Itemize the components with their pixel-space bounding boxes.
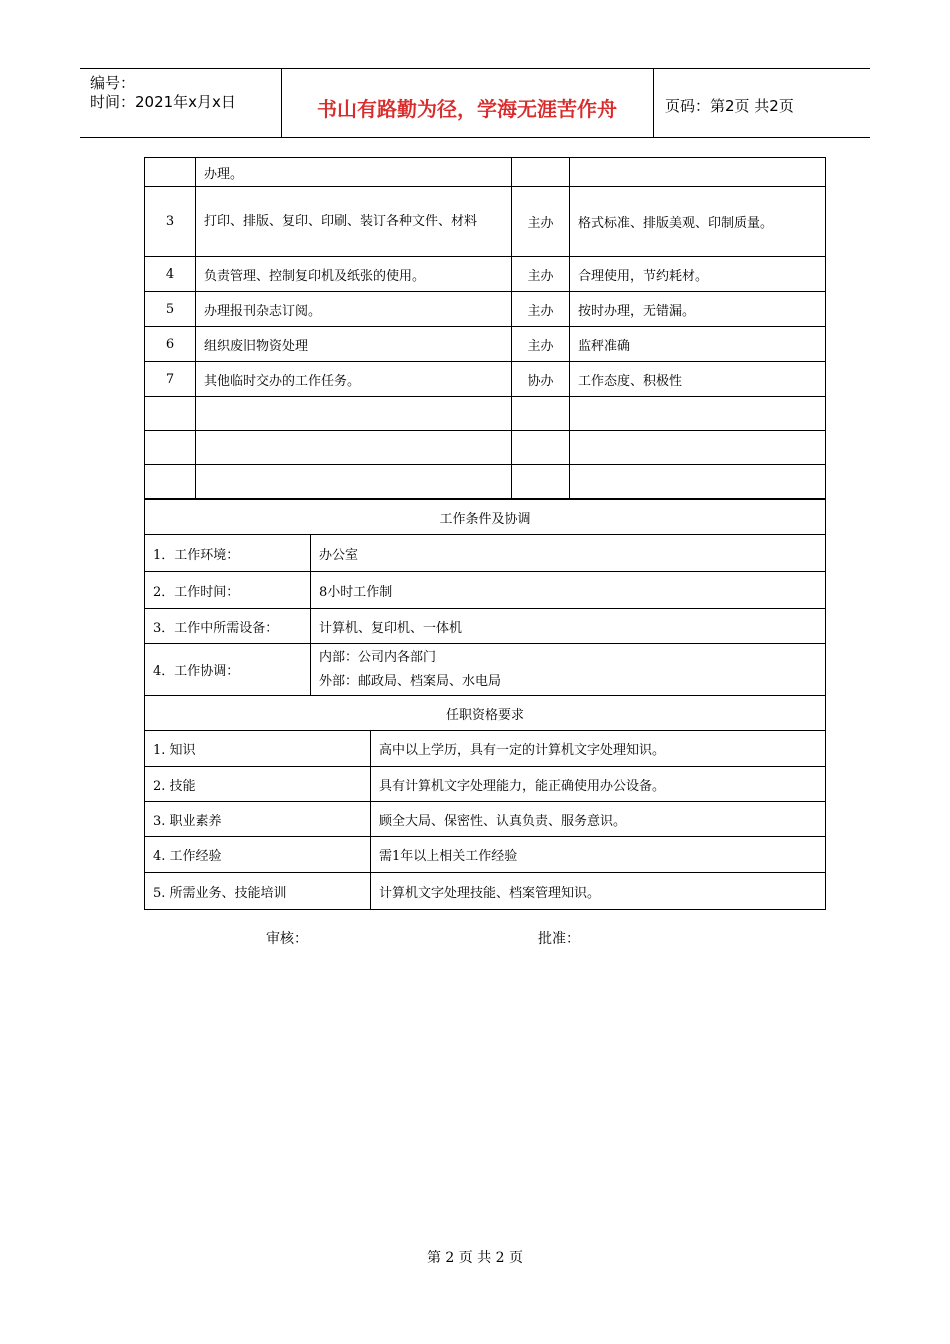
qualification-value: 顾全大局、保密性、认真负责、服务意识。 [371, 802, 826, 837]
duty-standard [570, 397, 826, 431]
condition-value [311, 644, 826, 696]
condition-value: 办公室 [311, 535, 826, 572]
coordination-internal: 内部：公司内各部门 [319, 649, 437, 665]
duty-standard [570, 158, 826, 187]
table-row [145, 465, 826, 499]
duty-number: 3 [145, 187, 196, 257]
table-row [145, 609, 826, 644]
duty-role: 主办 [512, 257, 570, 292]
duty-role: 协办 [512, 362, 570, 397]
duty-content: 办理。 [196, 158, 512, 187]
condition-label: 4．工作协调： [145, 644, 311, 696]
motto-text: 书山有路勤为径，学海无涯苦作舟 [317, 97, 617, 121]
table-row [145, 187, 826, 257]
table-row [145, 257, 826, 292]
duty-number [145, 431, 196, 465]
duty-role: 主办 [512, 187, 570, 257]
duty-content: 其他临时交办的工作任务。 [196, 362, 512, 397]
table-row [145, 327, 826, 362]
header-meta-cell [80, 69, 282, 137]
table-row [145, 362, 826, 397]
table-row [145, 535, 826, 572]
table-row [145, 500, 826, 535]
document-number-label: 编号： [90, 74, 136, 92]
duty-role [512, 397, 570, 431]
duty-content [196, 397, 512, 431]
duty-content [196, 465, 512, 499]
duty-standard: 工作态度、积极性 [570, 362, 826, 397]
duty-role [512, 431, 570, 465]
duty-content: 组织废旧物资处理 [196, 327, 512, 362]
table-row [145, 731, 826, 767]
duty-role: 主办 [512, 292, 570, 327]
table-row [145, 158, 826, 187]
condition-value: 计算机、复印机、一体机 [311, 609, 826, 644]
qualification-value: 需1年以上相关工作经验 [371, 837, 826, 873]
duty-standard: 按时办理，无错漏。 [570, 292, 826, 327]
conditions-table [144, 499, 826, 696]
duty-number [145, 397, 196, 431]
header-motto-cell [281, 69, 654, 137]
duty-content: 负责管理、控制复印机及纸张的使用。 [196, 257, 512, 292]
duty-content: 办理报刊杂志订阅。 [196, 292, 512, 327]
duty-number: 5 [145, 292, 196, 327]
condition-value: 8小时工作制 [311, 572, 826, 609]
duty-role [512, 158, 570, 187]
document-time-label: 时间：2021年x月x日 [90, 93, 236, 111]
document-header [80, 68, 870, 138]
review-signature-label: 审核： [266, 931, 308, 947]
header-page-cell [653, 69, 870, 137]
condition-label: 3．工作中所需设备： [145, 609, 311, 644]
table-row [145, 431, 826, 465]
table-row [145, 837, 826, 873]
duty-standard: 格式标准、排版美观、印制质量。 [570, 187, 826, 257]
qualification-label: 5. 所需业务、技能培训 [145, 873, 371, 910]
header-page-number: 页码：第2页 共2页 [665, 97, 794, 115]
duty-standard [570, 431, 826, 465]
duty-number: 7 [145, 362, 196, 397]
qualifications-section-title: 任职资格要求 [145, 696, 826, 731]
table-row [145, 696, 826, 731]
qualification-value: 计算机文字处理技能、档案管理知识。 [371, 873, 826, 910]
qualification-label: 2. 技能 [145, 767, 371, 802]
qualifications-table [144, 695, 826, 910]
duty-standard [570, 465, 826, 499]
duty-standard: 监秤准确 [570, 327, 826, 362]
conditions-section-title: 工作条件及协调 [145, 500, 826, 535]
duty-role: 主办 [512, 327, 570, 362]
table-row [145, 397, 826, 431]
condition-label: 2．工作时间： [145, 572, 311, 609]
duty-role [512, 465, 570, 499]
table-row [145, 767, 826, 802]
approve-signature-label: 批准： [538, 931, 580, 947]
duty-number [145, 465, 196, 499]
duty-standard: 合理使用，节约耗材。 [570, 257, 826, 292]
coordination-external: 外部：邮政局、档案局、水电局 [319, 673, 502, 689]
table-row [145, 644, 826, 696]
duties-table [144, 157, 826, 499]
qualification-label: 4. 工作经验 [145, 837, 371, 873]
duty-number: 4 [145, 257, 196, 292]
table-row [145, 572, 826, 609]
table-row [145, 292, 826, 327]
duty-number: 6 [145, 327, 196, 362]
qualification-value: 高中以上学历，具有一定的计算机文字处理知识。 [371, 731, 826, 767]
condition-label: 1．工作环境： [145, 535, 311, 572]
qualification-label: 3. 职业素养 [145, 802, 371, 837]
duty-number [145, 158, 196, 187]
duty-content [196, 431, 512, 465]
qualification-label: 1. 知识 [145, 731, 371, 767]
duty-content: 打印、排版、复印、印刷、装订各种文件、材料 [196, 187, 512, 257]
table-row [145, 873, 826, 910]
page-footer: 第 2 页 共 2 页 [426, 1250, 524, 1266]
qualification-value: 具有计算机文字处理能力，能正确使用办公设备。 [371, 767, 826, 802]
table-row [145, 802, 826, 837]
